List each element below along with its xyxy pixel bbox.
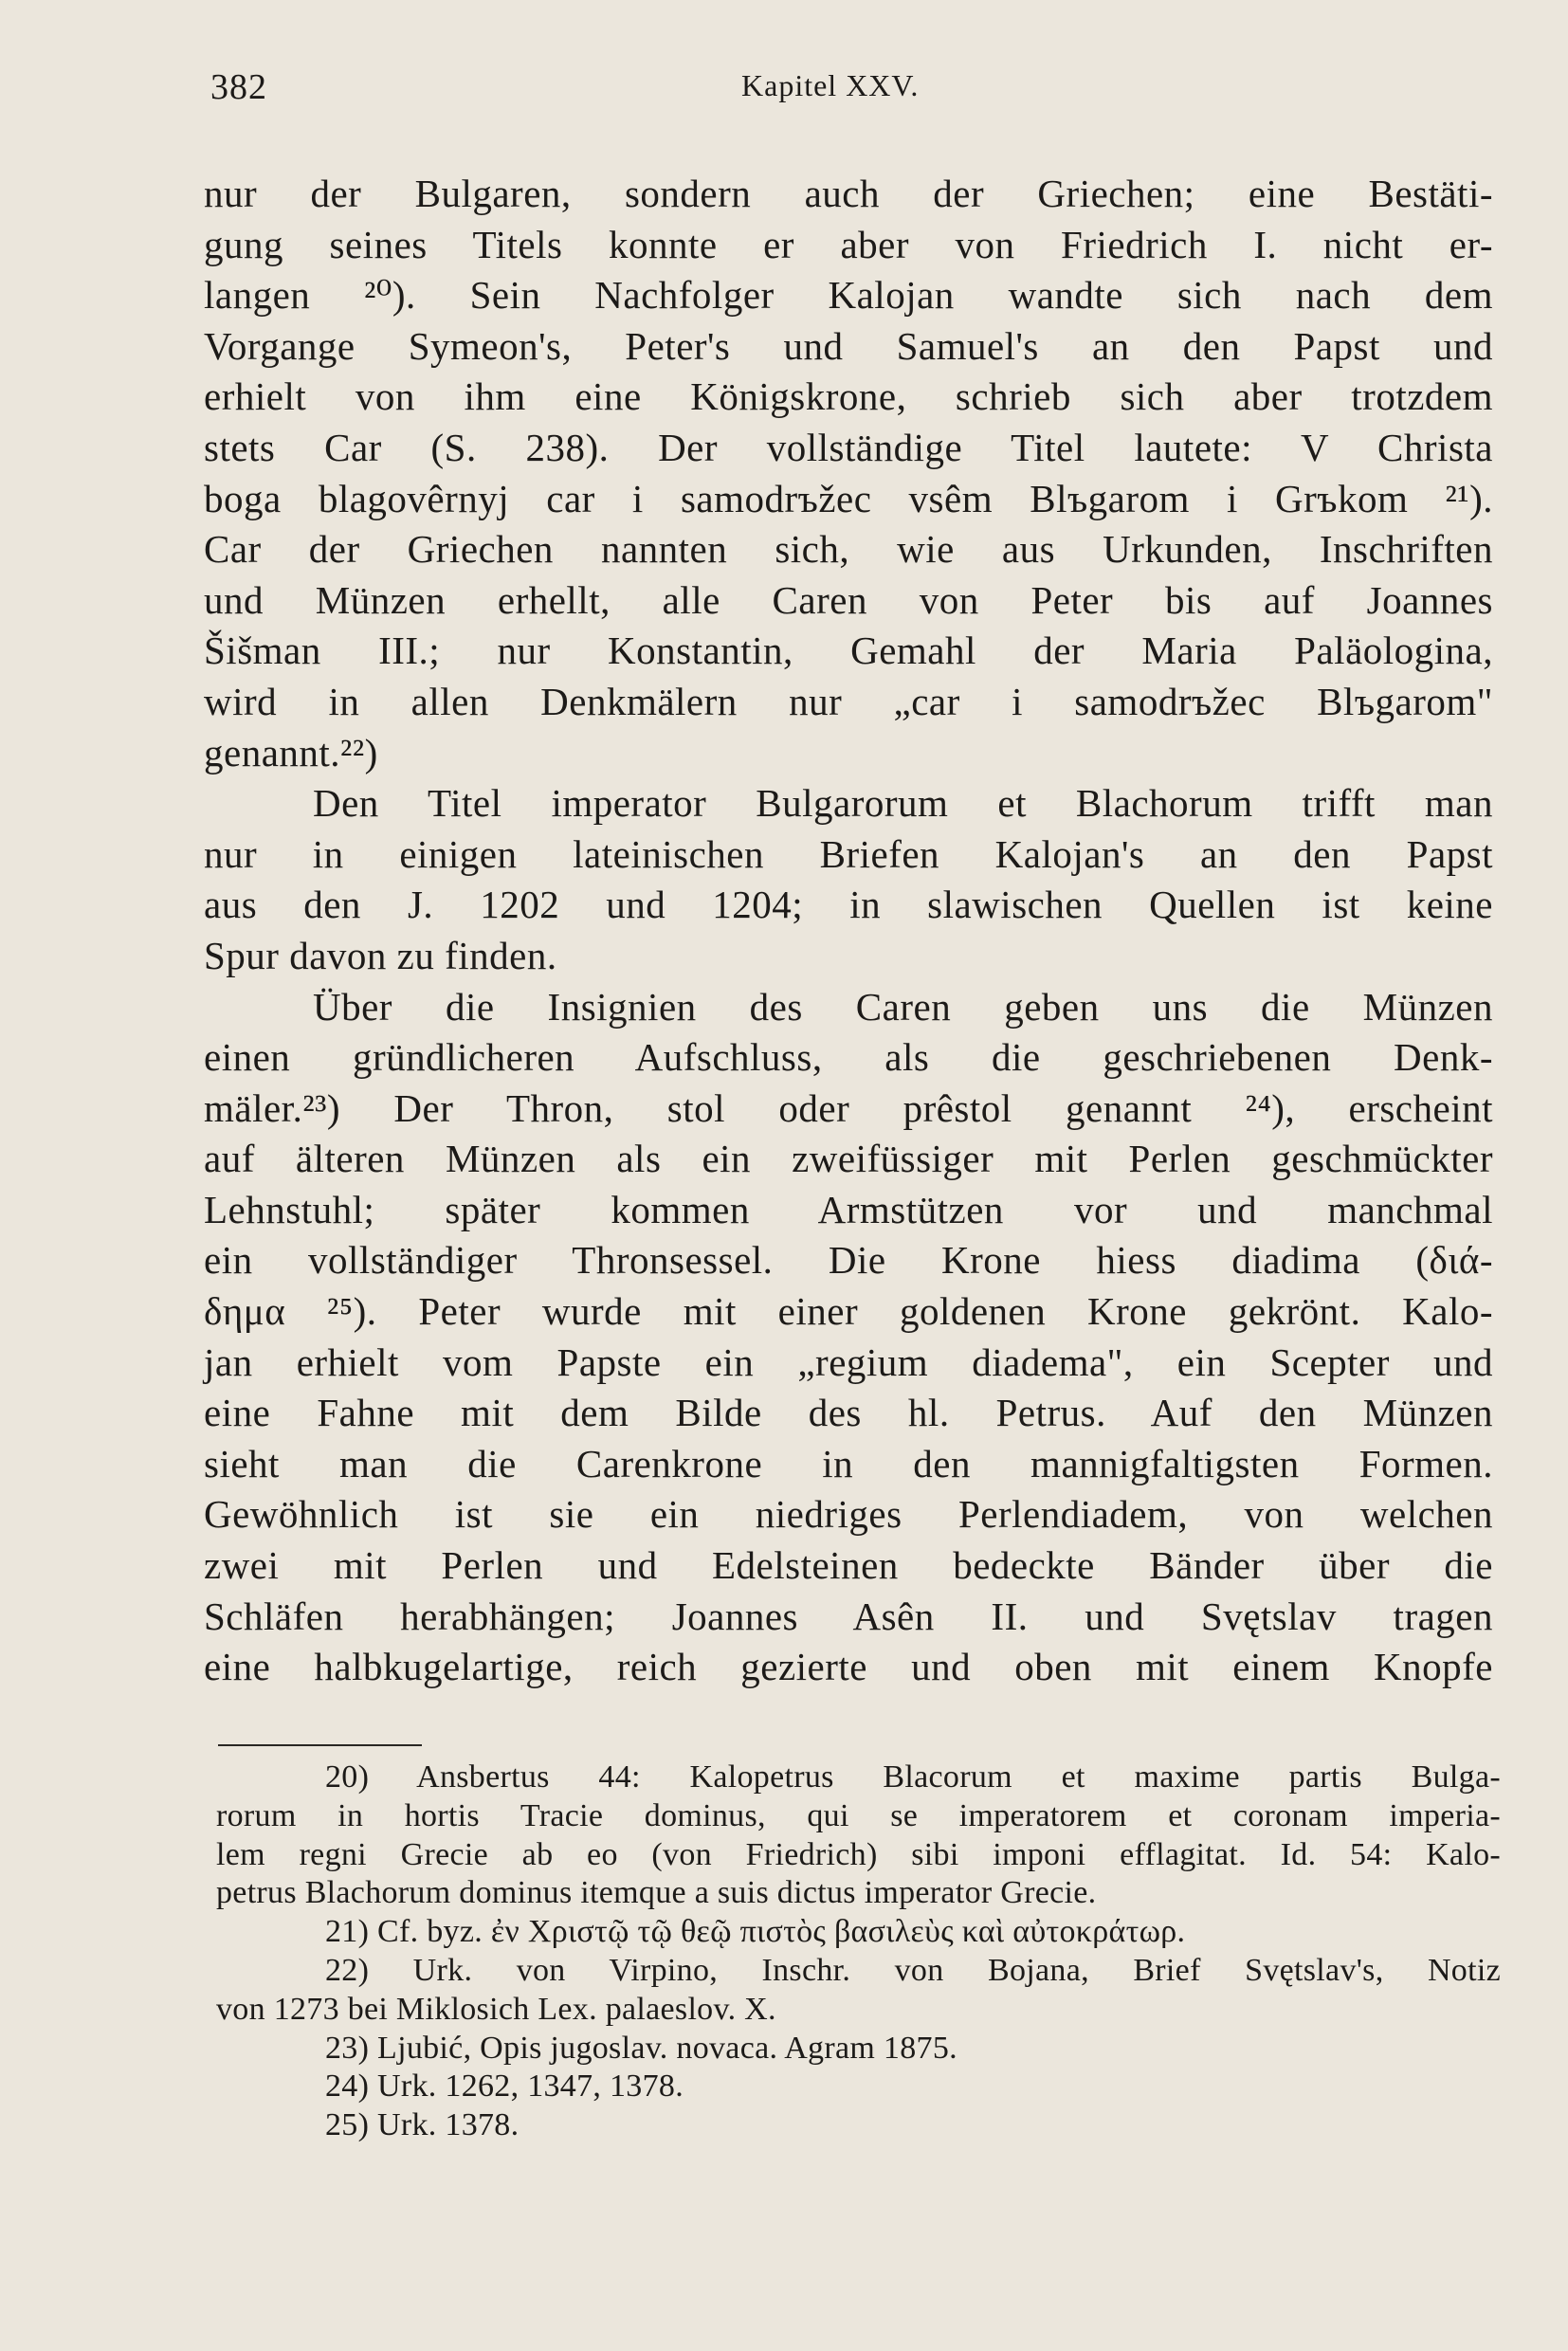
text-line: stets Car (S. 238). Der vollständige Titel lautete: V Christa (204, 425, 1493, 469)
footnote-25: 25) Urk. 1378. (325, 2107, 520, 2143)
text-line: eine Fahne mit dem Bilde des hl. Petrus. Auf den Münzen (204, 1391, 1493, 1435)
footnote-21: 21) Cf. byz. ἐν Χριστῷ τῷ θεῷ πιστὸς βασιλεὺς καὶ αὐτοκράτωρ. (325, 1914, 1186, 1950)
footnote-line: rorum in hortis Tracie dominus, qui se imperatorem et coronam imperia- (216, 1797, 1501, 1833)
footnote-24: 24) Urk. 1262, 1347, 1378. (325, 2069, 684, 2105)
text-line: Šišman III.; nur Konstantin, Gemahl der Maria Paläologina, (204, 629, 1493, 673)
text-line: nur der Bulgaren, sondern auch der Griechen; eine Bestäti- (204, 172, 1493, 215)
text-line: langen ²⁰). Sein Nachfolger Kalojan wandte sich nach dem (204, 273, 1493, 318)
paragraph-start-line: Den Titel imperator Bulgarorum et Blachorum trifft man (313, 781, 1493, 826)
page-number: 382 (210, 67, 267, 107)
text-line: sieht man die Carenkrone in den mannigfaltigsten Formen. (204, 1441, 1493, 1485)
footnote-22: 22) Urk. von Virpino, Inschr. von Bojana, Brief Svętslav's, Notiz (325, 1952, 1501, 1988)
text-line: nur in einigen lateinischen Briefen Kalojan's an den Papst (204, 831, 1493, 876)
text-line: zwei mit Perlen und Edelsteinen bedeckte Bänder über die (204, 1543, 1493, 1588)
paragraph-start-line: Über die Insignien des Caren geben uns die Münzen (313, 984, 1493, 1029)
text-line: auf älteren Münzen als ein zweifüssiger mit Perlen geschmückter (204, 1137, 1493, 1181)
page-header (210, 66, 1500, 119)
text-line: eine halbkugelartige, reich gezierte und oben mit einem Knopfe (204, 1645, 1493, 1689)
text-line: einen gründlicheren Aufschluss, als die geschriebenen Denk- (204, 1035, 1493, 1080)
text-line: ein vollständiger Thronsessel. Die Krone hiess diadima (διά- (204, 1238, 1493, 1283)
footnote-20: 20) Ansbertus 44: Kalopetrus Blacorum et maxime partis Bulga- (325, 1759, 1501, 1795)
running-head: Kapitel XXV. (741, 68, 920, 102)
paragraph-end-line: genannt.²²) (204, 730, 378, 775)
text-line: aus den J. 1202 und 1204; in slawischen Quellen ist keine (204, 883, 1493, 927)
text-line: erhielt von ihm eine Königskrone, schrieb sich aber trotzdem (204, 374, 1493, 419)
text-line: jan erhielt vom Papste ein „regium diadema", ein Scepter und (204, 1340, 1493, 1384)
text-line: und Münzen erhellt, alle Caren von Peter bis auf Joannes (204, 577, 1493, 622)
text-line: Lehnstuhl; später kommen Armstützen vor und manchmal (204, 1187, 1493, 1231)
main-text (204, 169, 1493, 1693)
paragraph-end-line: Spur davon zu finden. (204, 933, 557, 977)
text-line: boga blagovêrnyj car i samodrъžec vsêm Blъgarom i Grъkom ²¹). (204, 476, 1493, 520)
text-line: gung seines Titels konnte er aber von Friedrich I. nicht er- (204, 222, 1493, 266)
footnotes (216, 1759, 1501, 2145)
text-line: Schläfen herabhängen; Joannes Asên II. und Svętslav tragen (204, 1594, 1493, 1638)
text-line: Vorgange Symeon's, Peter's und Samuel's an den Papst und (204, 323, 1493, 368)
text-line: δημα ²⁵). Peter wurde mit einer goldenen Krone gekrönt. Kalo- (204, 1289, 1493, 1334)
text-line: Gewöhnlich ist sie ein niedriges Perlendiadem, von welchen (204, 1492, 1493, 1537)
footnote-line: petrus Blachorum dominus itemque a suis dictus imperator Grecie. (216, 1875, 1097, 1911)
text-line: Car der Griechen nannten sich, wie aus Urkunden, Inschriften (204, 527, 1493, 572)
footnote-separator (218, 1744, 422, 1746)
text-line: mäler.²³) Der Thron, stol oder prêstol genannt ²⁴), erscheint (204, 1085, 1493, 1130)
text-line: wird in allen Denkmälern nur „car i samodrъžec Blъgarom" (204, 679, 1493, 723)
footnote-line: von 1273 bei Miklosich Lex. palaeslov. X. (216, 1991, 776, 2027)
footnote-line: lem regni Grecie ab eo (von Friedrich) sibi imponi efflagitat. Id. 54: Kalo- (216, 1836, 1501, 1872)
footnote-23: 23) Ljubić, Opis jugoslav. novaca. Agram 1875. (325, 2030, 957, 2066)
